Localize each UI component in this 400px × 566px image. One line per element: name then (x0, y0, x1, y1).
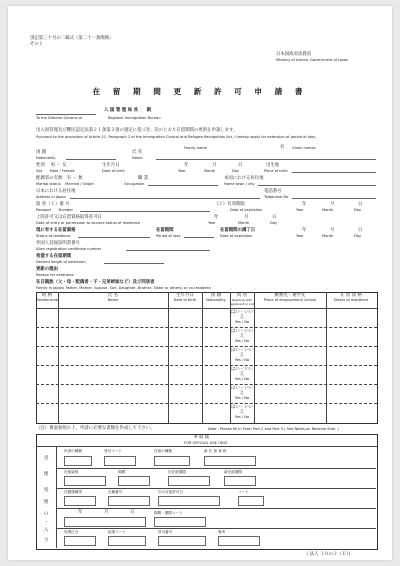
side-char: 入 (44, 528, 49, 533)
official-item: 月 (104, 510, 109, 515)
nationality-field[interactable] (66, 159, 116, 160)
form-title: 在 留 期 間 更 新 許 可 申 請 書 (92, 87, 308, 96)
passport-label-en: Passport Number (36, 208, 73, 212)
official-use-jp: ※ 取 扱 (194, 435, 210, 440)
occupation-label-jp: 職 業 (138, 176, 149, 181)
official-row-rule (56, 528, 376, 529)
period-label-en: Period of stay (156, 234, 181, 238)
ministry-name-jp: 日本国政府法務省 (276, 52, 312, 57)
official-input-box[interactable] (64, 456, 92, 466)
address-label-en: Address in Japan (36, 195, 66, 199)
intro-jp: 出入国管理及び難民認定法第２１条第２項の規定に基づき、次のとおり在留期間の更新を申請します。 (36, 128, 238, 133)
official-row-rule (56, 488, 376, 489)
dob-year-jp: 年 (184, 163, 189, 168)
addressee-bureau: Regional Immigration Bureau (108, 116, 161, 120)
col-header-name: 氏 名 Name (107, 293, 119, 302)
passport-day: Day (354, 208, 362, 212)
alien-reg-label-jp: 外国人登録証明書番号 (36, 241, 80, 246)
official-input-box[interactable] (118, 476, 150, 486)
passport-month: Month (322, 208, 334, 212)
official-item: 旧在留期限 (168, 470, 186, 474)
marital-label-en: Marital status Married / Single (36, 182, 94, 186)
official-input-box[interactable] (104, 456, 136, 466)
dob-day-jp: 日 (238, 163, 243, 168)
official-item: 期間 (118, 470, 126, 474)
official-side-rule (56, 446, 57, 548)
expiry2-month: Month (322, 234, 334, 238)
expiry2-label-jp: 在留期間の満了日 (220, 228, 256, 233)
family-row-rule (36, 346, 377, 347)
side-char: 理 (44, 500, 49, 505)
status-label-jp: 現に有する在留資格 (36, 228, 76, 233)
col-header-residing: 同 居 Residing with applicant or not (230, 293, 254, 306)
addressee-jp: 入 国 管 理 局 長 殿 (104, 108, 152, 113)
family-row-rule (36, 384, 377, 385)
official-input-box[interactable] (224, 476, 256, 486)
sex-label-jp: 性別 男 ・ 女 (36, 163, 67, 168)
residing-option[interactable]: はい・いいえ Yes / No (231, 348, 253, 362)
official-input-box[interactable] (108, 496, 150, 506)
side-char: ・ (44, 520, 49, 525)
given-name-label-jp: 名 (280, 145, 285, 150)
official-item: 在留資格 (64, 470, 79, 474)
dob-month-jp: 月 (212, 163, 217, 168)
official-item: 結果コード (108, 530, 126, 534)
official-header-rule (36, 446, 377, 447)
official-item: 日 (130, 510, 135, 515)
status-label-en: Status of residence (36, 234, 71, 238)
address-field[interactable] (70, 198, 260, 199)
expiry2-year-jp: 年 (302, 228, 307, 233)
side-char: Ｏ (44, 512, 49, 517)
col-header-employment: 勤務先・通学先 Place of employment/ school (264, 293, 316, 302)
family-name-label: Family name (184, 146, 207, 150)
period-label-jp: 在留期間 (156, 228, 174, 233)
expiry2-day: Day (354, 234, 362, 238)
note-jp: （注）裏面参照の上、申請に必要な書類を作成して下さい。 (36, 426, 155, 431)
marital-label-jp: 配偶者の有無 有 ・ 無 (36, 176, 83, 181)
hometown-label-jp: 本国における居住地 (224, 176, 264, 181)
official-row-rule (56, 508, 376, 509)
expiry2-day-jp: 日 (358, 228, 363, 233)
official-item: 年 (78, 510, 83, 515)
official-input-box[interactable] (204, 456, 256, 466)
expiry2-label-en: Date of expiration (220, 234, 253, 238)
official-item: 次の在留許可日 (158, 490, 184, 494)
col-header-nationality: 国 籍 Nationality (206, 293, 226, 302)
expiry2-month-jp: 月 (330, 228, 335, 233)
passport-label-jp: 旅 券（１）番 号 (36, 202, 70, 207)
residing-option[interactable]: はい・いいえ Yes / No (231, 329, 253, 343)
note-en: Note : Please fill in Form Part 2 and Part 3 ( See Notes on Reverse Side. ) (208, 427, 339, 431)
official-item: 許可番号 (158, 530, 173, 534)
col-header-dob: 生年月日 Date of birth (173, 293, 197, 302)
dob-label-en: Date of birth (102, 169, 125, 173)
passport-number-field[interactable] (80, 211, 210, 212)
official-input-box[interactable] (154, 456, 190, 466)
official-item: コード (238, 490, 249, 494)
occupation-label-en: Occupation (124, 182, 145, 186)
entry-month: Month (238, 221, 250, 225)
tel-field[interactable] (292, 198, 376, 199)
name-label-jp: 氏 名 (132, 150, 143, 155)
hometown-field[interactable] (258, 185, 376, 186)
hometown-label-en: Home town / city (224, 182, 255, 186)
dob-year: Year (178, 169, 186, 173)
expiry2-year: Year (296, 234, 304, 238)
official-input-box[interactable] (64, 476, 106, 486)
official-input-box[interactable] (64, 517, 146, 527)
entry-date-label-en: Date of entry or permission to acquire status of residence (36, 221, 141, 225)
address-label-jp: 日本における居住地 (36, 189, 76, 194)
official-input-box[interactable] (64, 536, 96, 546)
ministry-name-en: Ministry of Justice, Government of Japan (276, 58, 349, 62)
official-item: 新在留期間 (224, 470, 242, 474)
official-item: 受付コード (104, 449, 122, 453)
family-row-rule (36, 327, 377, 328)
col-header-relationship: 続 柄 Relationship (36, 293, 59, 302)
form-footer-code: （ 法人 ３０の２（Ｅ）) (304, 552, 351, 557)
name-label-en: Name (132, 156, 143, 160)
entry-date-label-jp: 上陸許可又は在留資格取得許可日 (36, 215, 102, 220)
form-reference-sub: その１ (30, 42, 44, 47)
sex-label-en: Sex Male / Female (36, 169, 75, 173)
side-char: 処 (44, 488, 49, 493)
dob-label-jp: 生年月日 (102, 163, 120, 168)
entry-year-jp: 年 (214, 215, 219, 220)
name-field[interactable] (156, 159, 376, 160)
passport-month-jp: 月 (330, 202, 335, 207)
tel-label-en: Telephone No. (264, 195, 290, 199)
entry-month-jp: 月 (244, 215, 249, 220)
addressee-to-label: To the Director General of (36, 116, 83, 120)
bureau-name-line[interactable] (36, 114, 96, 115)
reason-label-jp: 更新の理由 (36, 267, 58, 272)
residing-option[interactable]: はい・いいえ Yes / No (231, 310, 253, 324)
residing-option[interactable]: はい・いいえ Yes / No (231, 386, 253, 400)
pob-label-en: Place of birth (264, 169, 288, 173)
passport-expiry-label-en: Date of expiration (230, 208, 263, 212)
col-header-status: 在 留 資 格 Status of residence (333, 293, 369, 302)
official-item: 申請の種類 (64, 449, 82, 453)
official-item: 在籍課種別 (64, 490, 82, 494)
official-input-box[interactable] (168, 476, 210, 486)
official-use-en: FOR OFFICIAL USE ONLY (184, 441, 228, 445)
nationality-label-en: Nationality (36, 156, 56, 160)
side-char: 受 (44, 456, 49, 461)
pob-field[interactable] (292, 172, 376, 173)
official-input-box[interactable] (158, 496, 220, 506)
passport-expiry-label-jp: （２）有効期限 (214, 202, 245, 207)
passport-year: Year (296, 208, 304, 212)
entry-day: Day (270, 221, 278, 225)
official-item: 期間・期限コード (154, 511, 183, 515)
application-form-page (8, 6, 392, 560)
family-label-en: Family in Japan( Father, Mother, Spouse, Son, Daughter, Brother, Sister or others) or co-residents (36, 286, 211, 290)
reason-label-en: Reason for extension (36, 273, 74, 277)
desired-label-jp: 希望する在留期間 (36, 254, 72, 259)
official-item: 在籍番号 (108, 490, 123, 494)
dob-month: Month (204, 169, 216, 173)
passport-day-jp: 日 (358, 202, 363, 207)
residing-option[interactable]: はい・いいえ Yes / No (231, 405, 253, 419)
status-field[interactable] (78, 237, 150, 238)
period-field[interactable] (184, 237, 214, 238)
nationality-label-jp: 国 籍 (36, 150, 47, 155)
alien-reg-label-en: Alien registration certificate number (36, 247, 102, 251)
official-input-box[interactable] (64, 496, 96, 506)
alien-reg-field[interactable] (126, 250, 210, 251)
form-reference: 別記第三十号の二様式（第二十一条関係） (30, 36, 114, 41)
official-input-box[interactable] (218, 536, 260, 546)
entry-year: Year (208, 221, 216, 225)
side-char: 力 (44, 538, 49, 543)
pob-label-jp: 出生地 (266, 163, 280, 168)
official-item: 処理区分 (64, 530, 79, 534)
official-item: 新 在 留 資 格 (204, 449, 227, 453)
family-row-rule (36, 365, 377, 366)
occupation-field[interactable] (148, 185, 218, 186)
family-row-rule (36, 403, 377, 404)
given-name-label: Given names (292, 146, 316, 150)
official-input-box[interactable] (238, 496, 264, 506)
official-input-box[interactable] (158, 536, 206, 546)
dob-day: Day (232, 169, 240, 173)
official-input-box[interactable] (108, 536, 146, 546)
side-char: 理 (44, 472, 49, 477)
passport-year-jp: 年 (302, 202, 307, 207)
desired-label-en: Desired length of extension (36, 260, 86, 264)
tel-label-jp: 電話番号 (264, 189, 282, 194)
official-row-rule (56, 468, 376, 469)
official-input-box[interactable] (154, 517, 206, 527)
family-label-jp: 在日親族（父・母・配偶者・子・兄弟姉妹など）及び同居者 (36, 280, 155, 285)
intro-en: Pursuant to the provisions of Article 21, Paragraph 2 of the Immigration Control and Refugee Recognition Act, I hereby apply for extension of period of stay. (36, 135, 317, 139)
desired-field[interactable] (104, 263, 164, 264)
official-item: 備考 (218, 530, 226, 534)
residing-option[interactable]: はい・いいえ Yes / No (231, 367, 253, 381)
entry-day-jp: 日 (272, 215, 277, 220)
official-item: 在留の種類 (154, 449, 172, 453)
